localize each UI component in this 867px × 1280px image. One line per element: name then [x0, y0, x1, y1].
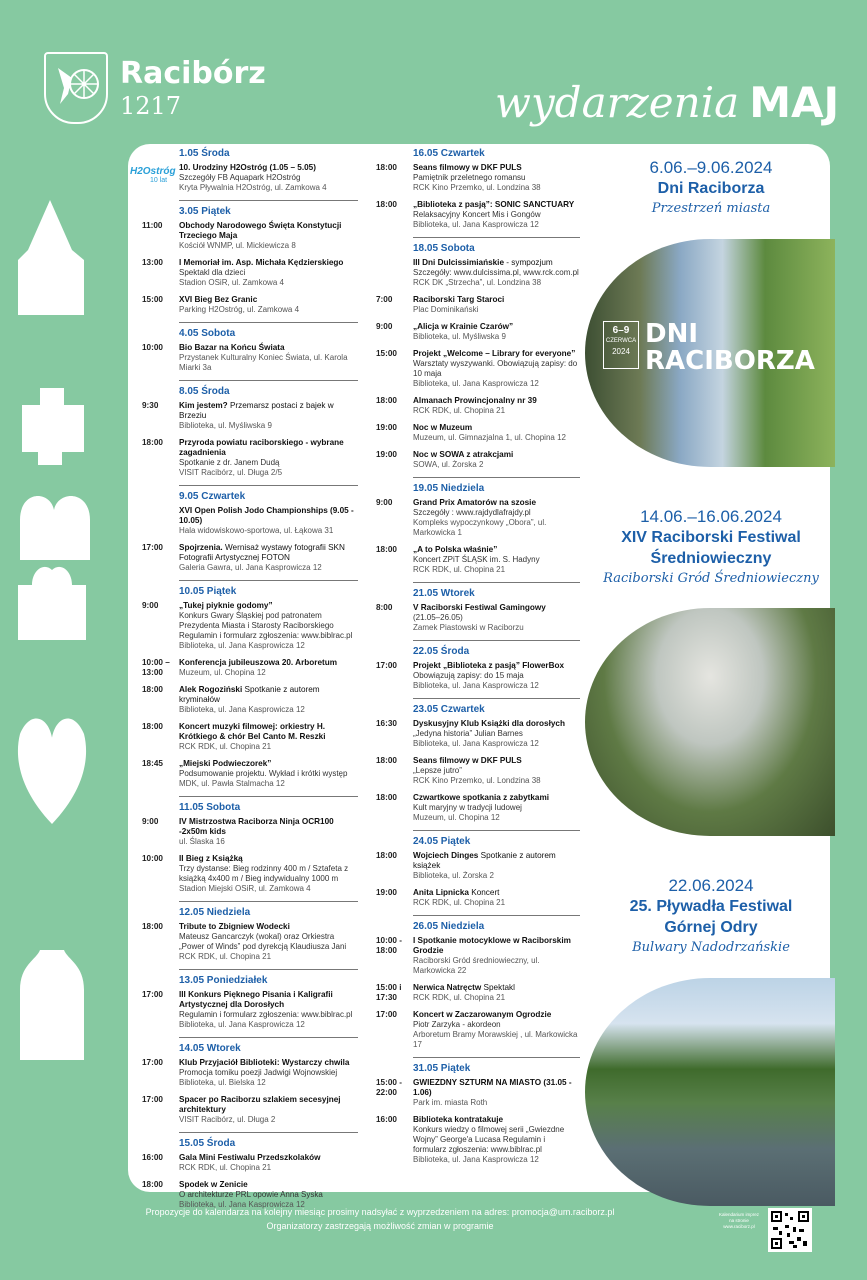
event-time: 15:00 — [376, 349, 397, 358]
wave-shape — [20, 496, 90, 560]
dates-badge: 6–9 CZERWCA 2024 — [603, 321, 639, 369]
event-place: RCK DK „Strzecha”, ul. Londzina 38 — [413, 278, 542, 287]
event-time: 15:00 — [142, 295, 163, 304]
feature-title: XIV Raciborski Festiwal Średniowieczny — [621, 529, 801, 567]
event-time: 10:00 — [142, 343, 163, 352]
event-item — [142, 1095, 358, 1125]
day-heading: 18.05 Sobota — [413, 243, 475, 254]
event-description: Piotr Zarzyka - akordeon — [413, 1020, 501, 1029]
event-place: Galeria Gawra, ul. Jana Kasprowicza 12 — [179, 563, 322, 572]
divider — [179, 1037, 358, 1038]
feature-subtitle: Raciborski Gród Średniowieczny — [603, 571, 819, 586]
event-item — [142, 258, 358, 288]
feature-subtitle: Przestrzeń miasta — [651, 201, 771, 216]
event-item — [376, 258, 580, 288]
event-place: RCK RDK, ul. Chopina 21 — [179, 1163, 272, 1172]
event-item — [142, 543, 358, 573]
feature-dates: 6.06.–9.06.2024 — [649, 158, 773, 177]
event-place: Hala widowiskowo-sportowa, ul. Łąkowa 31 — [179, 526, 334, 535]
day-heading: 15.05 Środa — [179, 1138, 236, 1149]
event-place: VISIT Racibórz, ul. Długa 2 — [179, 1115, 276, 1124]
event-title: V Raciborski Festiwal Gamingowy — [413, 603, 546, 612]
day-heading: 12.05 Niedziela — [179, 907, 251, 918]
event-description: Konkurs wiedzy o filmowej serii „Gwiezdne Wojny” George'a Lucasa Regulamin i formularz zgłoszenia: www.biblrac.pl — [413, 1125, 565, 1154]
divider — [179, 380, 358, 381]
event-title: Seans filmowy w DKF PULS — [413, 163, 522, 172]
event-title: Spodek w Zenicie — [179, 1180, 248, 1189]
divider — [179, 200, 358, 201]
event-title: „Biblioteka z pasją”: SONIC SANCTUARY — [413, 200, 575, 209]
event-time: 18:00 — [376, 200, 397, 209]
day-heading: 16.05 Czwartek — [413, 148, 485, 159]
event-place: Arboretum Bramy Morawskiej , ul. Markowicka 17 — [413, 1030, 578, 1049]
event-time: 18:00 — [376, 756, 397, 765]
event-place: Zamek Piastowski w Raciborzu — [413, 623, 524, 632]
event-item — [376, 851, 580, 881]
event-item — [376, 322, 580, 342]
event-title: Konferencja jubileuszowa 20. Arboretum — [179, 658, 338, 667]
event-item — [142, 601, 358, 651]
event-time: 10:00 – 13:00 — [142, 658, 170, 677]
event-place: Muzeum, ul. Chopina 12 — [413, 813, 500, 822]
event-title-extra: Koncert — [468, 888, 500, 897]
event-description: „Jedyna historia” Julian Barnes — [413, 729, 523, 738]
event-description: Koncert ZPiT ŚLĄSK im. S. Hadyny — [413, 555, 540, 564]
event-time: 9:00 — [376, 322, 393, 331]
event-title: Przyroda powiatu raciborskiego - wybrane zagadnienia — [179, 438, 344, 457]
event-title: Projekt „Biblioteka z pasją” FlowerBox — [413, 661, 565, 670]
event-title: Wojciech Dinges Spotkanie z autorem książek — [413, 851, 556, 870]
event-time: 9:00 — [376, 498, 393, 507]
event-item — [142, 506, 358, 536]
event-time: 9:30 — [142, 401, 159, 410]
event-title: Almanach Prowincjonalny nr 39 — [413, 396, 537, 405]
event-title: „A to Polska właśnie” — [413, 545, 498, 554]
event-time: 17:00 — [142, 1058, 163, 1067]
city-name: Racibórz — [120, 56, 266, 91]
event-place: RCK RDK, ul. Chopina 21 — [179, 742, 272, 751]
event-item — [142, 722, 358, 752]
event-description: (21.05–26.05) — [413, 613, 463, 622]
day-heading: 21.05 Wtorek — [413, 588, 475, 599]
event-title-extra: Spektakl — [481, 983, 515, 992]
event-title: Alek Rogoziński Spotkanie z autorem kryminałów — [179, 685, 320, 704]
event-item — [376, 1115, 580, 1165]
event-item — [142, 438, 358, 478]
event-title: Raciborski Targ Staroci — [413, 295, 505, 304]
event-title: „Tukej piyknie godomy” — [179, 601, 273, 610]
divider — [413, 915, 580, 916]
event-place: Biblioteka, ul. Myśliwska 9 — [413, 332, 506, 341]
decorative-shapes — [0, 190, 110, 1220]
event-description: O architekturze PRL opowie Anna Syska — [179, 1190, 323, 1199]
event-place: SOWA, ul. Żorska 2 — [413, 460, 484, 469]
event-time: 9:00 — [142, 817, 159, 826]
event-description: Mateusz Gancarczyk (wokal) oraz Orkiestra „Power of Winds” pod dyrekcją Klaudiusza Jani — [179, 932, 347, 951]
feature-festiwal-sredniowieczny — [586, 507, 836, 589]
event-title: Noc w Muzeum — [413, 423, 473, 432]
event-description: Obowiązują zapisy: do 15 maja — [413, 671, 524, 680]
event-time — [142, 506, 179, 536]
footer-contact: Propozycje do kalendarza na kolejny miesiąc prosimy nadsyłać z wyprzedzeniem na adres: promocja@um.raciborz.pl — [145, 1207, 615, 1217]
event-time: 16:00 — [376, 1115, 397, 1124]
event-title: Seans filmowy w DKF PULS — [413, 756, 522, 765]
event-item — [142, 221, 358, 251]
event-place: RCK Kino Przemko, ul. Londzina 38 — [413, 776, 541, 785]
event-time: 15:00 i 17:30 — [376, 983, 402, 1002]
event-title: Bio Bazar na Końcu Świata — [179, 343, 285, 352]
event-title-extra: Spotkanie z autorem książek — [413, 851, 556, 870]
event-description: Regulamin i formularz zgłoszenia: www.biblrac.pl — [179, 1010, 353, 1019]
event-place: RCK RDK, ul. Chopina 21 — [413, 565, 506, 574]
event-item — [376, 793, 580, 823]
day-heading: 8.05 Środa — [179, 386, 230, 397]
city-year: 1217 — [120, 92, 182, 120]
event-description: Pamiętnik przeletnego romansu — [413, 173, 526, 182]
event-time: 17:00 — [376, 661, 397, 670]
event-place: Raciborski Gród średniowieczny, ul. Markowicka 22 — [413, 956, 540, 975]
event-time: 10:00 - 18:00 — [376, 936, 402, 955]
qr-caption: Kalendarium imprez na stronie www.raciborz.pl — [718, 1212, 760, 1229]
divider — [179, 580, 358, 581]
event-description: Kult maryjny w tradycji ludowej — [413, 803, 522, 812]
tower-top-shape — [20, 950, 84, 1060]
event-place: Biblioteka, ul. Bielska 12 — [179, 1078, 266, 1087]
divider — [413, 698, 580, 699]
event-item — [142, 658, 358, 678]
event-title-extra: Przemarsz postaci z bajek w Brzeziu — [179, 401, 334, 420]
event-title: Koncert muzyki filmowej: orkiestry H. Krótkiego & chór Bel Canto M. Reszki — [179, 722, 326, 741]
divider — [179, 322, 358, 323]
day-heading: 3.05 Piątek — [179, 206, 231, 217]
events-column-left — [142, 148, 358, 1217]
event-description: Konkurs Gwary Śląskiej pod patronatem Prezydenta Miasta i Starosty Raciborskiego Regulamin i formularz zgłoszenia: www.biblrac.pl — [179, 611, 353, 640]
event-description: Relaksacyjny Koncert Mis i Gongów — [413, 210, 541, 219]
event-time: 18:00 — [376, 851, 397, 860]
arch-shape — [18, 567, 86, 640]
event-item — [376, 936, 580, 976]
event-title: I Memoriał im. Asp. Michała Kędzierskiego — [179, 258, 344, 267]
divider — [413, 1057, 580, 1058]
event-place: MDK, ul. Pawła Stalmacha 12 — [179, 779, 285, 788]
event-title: Anita Lipnicka Koncert — [413, 888, 500, 897]
divider — [413, 640, 580, 641]
city-crest-icon — [44, 52, 108, 124]
event-time: 7:00 — [376, 295, 393, 304]
photo-festiwal-sredniowieczny — [585, 608, 835, 836]
event-item — [376, 603, 580, 633]
event-title: Biblioteka kontratakuje — [413, 1115, 504, 1124]
event-item — [376, 295, 580, 315]
event-item — [142, 343, 358, 373]
event-time: 19:00 — [376, 450, 397, 459]
event-place: Park im. miasta Roth — [413, 1098, 488, 1107]
event-item — [376, 349, 580, 389]
event-place: ul. Ślaska 16 — [179, 837, 225, 846]
event-title: Grand Prix Amatorów na szosie — [413, 498, 536, 507]
event-place: Muzeum, ul. Gimnazjalna 1, ul. Chopina 12 — [413, 433, 566, 442]
feature-subtitle: Bulwary Nadodrzańskie — [632, 940, 790, 955]
footer-disclaimer: Organizatorzy zastrzegają możliwość zmian w programie — [266, 1221, 494, 1231]
tower-shape — [18, 200, 84, 315]
event-title: III Konkurs Pięknego Pisania i Kaligrafii Artystycznej dla Dorosłych — [179, 990, 333, 1009]
event-time: 18:00 — [142, 1180, 163, 1189]
event-time: 17:00 — [142, 543, 163, 552]
event-time: 18:00 — [376, 396, 397, 405]
event-place: RCK RDK, ul. Chopina 21 — [413, 898, 506, 907]
event-place: Stadion Miejski OSiR, ul. Zamkowa 4 — [179, 884, 311, 893]
event-item — [376, 200, 580, 230]
event-place: Biblioteka, ul. Jana Kasprowicza 12 — [179, 1020, 305, 1029]
event-title: Spojrzenia. Wernisaż wystawy fotografii SKN Fotografii Artystycznej FOTON — [179, 543, 345, 562]
feature-title: Dni Raciborza — [657, 180, 765, 197]
event-item — [376, 163, 580, 193]
event-time: 18:45 — [142, 759, 163, 768]
event-title: Obchody Narodowego Święta Konstytucji Trzeciego Maja — [179, 221, 342, 240]
event-item — [376, 1010, 580, 1050]
event-title-extra: Wernisaż wystawy fotografii SKN Fotografii Artystycznej FOTON — [179, 543, 345, 562]
event-title: GWIEZDNY SZTURM NA MIASTO (31.05 - 1.06) — [413, 1078, 572, 1097]
event-item — [376, 1078, 580, 1108]
event-time: 11:00 — [142, 221, 163, 230]
event-item — [142, 163, 358, 193]
event-time: 9:00 — [142, 601, 159, 610]
event-title: Spacer po Raciborzu szlakiem secesyjnej architektury — [179, 1095, 341, 1114]
event-place: Muzeum, ul. Chopina 12 — [179, 668, 266, 677]
event-title: XVI Open Polish Jodo Championships (9.05 - 10.05) — [179, 506, 354, 525]
photo-overlay-title: DNI RACIBORZA — [645, 319, 815, 376]
event-time: 16:00 — [142, 1153, 163, 1162]
divider — [179, 485, 358, 486]
event-place: VISIT Racibórz, ul. Długa 2/5 — [179, 468, 283, 477]
event-title: Tribute to Zbigniew Wodecki — [179, 922, 290, 931]
event-place: Biblioteka, ul. Jana Kasprowicza 12 — [413, 379, 539, 388]
event-place: Kompleks wypoczynkowy „Obora”, ul. Markowicka 1 — [413, 518, 547, 537]
event-place: Biblioteka, ul. Jana Kasprowicza 12 — [179, 705, 305, 714]
event-item — [142, 1153, 358, 1173]
event-time: 18:00 — [142, 922, 163, 931]
event-place: Plac Dominikański — [413, 305, 479, 314]
page-title: wydarzenia MAJ — [495, 78, 840, 127]
event-item — [376, 498, 580, 538]
photo-dni-raciborza — [585, 239, 835, 467]
cross-shape — [22, 388, 84, 465]
event-place: Biblioteka, ul. Jana Kasprowicza 12 — [179, 1200, 305, 1209]
event-time: 8:00 — [376, 603, 393, 612]
event-title: I Spotkanie motocyklowe w Raciborskim Grodzie — [413, 936, 571, 955]
event-time: 19:00 — [376, 888, 397, 897]
event-place: Przystanek Kulturalny Koniec Świata, ul. Karola Miarki 3a — [179, 353, 348, 372]
event-time: 17:00 — [142, 990, 163, 999]
event-item — [376, 983, 580, 1003]
event-item — [142, 401, 358, 431]
event-time: 18:00 — [142, 685, 163, 694]
event-time — [142, 163, 179, 193]
event-time: 18:00 — [142, 722, 163, 731]
event-description: Podsumowanie projektu. Wykład i krótki występ — [179, 769, 348, 778]
event-time: 17:00 — [142, 1095, 163, 1104]
divider — [413, 830, 580, 831]
event-title-extra: Spotkanie z autorem kryminałów — [179, 685, 320, 704]
events-column-right — [376, 148, 580, 1172]
event-title: Kim jestem? Przemarsz postaci z bajek w Brzeziu — [179, 401, 334, 420]
event-title: Czwartkowe spotkania z zabytkami — [413, 793, 550, 802]
event-description: Szczegóły FB Aquapark H2Ostróg — [179, 173, 301, 182]
event-description: Spektakl dla dzieci — [179, 268, 246, 277]
divider — [179, 1132, 358, 1133]
event-title: Dyskusyjny Klub Książki dla dorosłych — [413, 719, 565, 728]
footer-note — [0, 1205, 760, 1233]
divider — [413, 477, 580, 478]
event-place: Biblioteka, ul. Jana Kasprowicza 12 — [413, 220, 539, 229]
event-place: RCK RDK, ul. Chopina 21 — [179, 952, 272, 961]
day-heading: 10.05 Piątek — [179, 586, 237, 597]
event-time: 17:00 — [376, 1010, 397, 1019]
day-heading: 9.05 Czwartek — [179, 491, 246, 502]
event-time: 18:00 — [376, 545, 397, 554]
divider — [179, 796, 358, 797]
event-item — [142, 295, 358, 315]
feature-plywadla — [586, 876, 836, 958]
event-item — [142, 759, 358, 789]
event-item — [376, 661, 580, 691]
day-heading: 4.05 Sobota — [179, 328, 236, 339]
event-item — [376, 423, 580, 443]
event-time: 15:00 - 22:00 — [376, 1078, 402, 1097]
event-title: IV Mistrzostwa Raciborza Ninja OCR100 -2x50m kids — [179, 817, 334, 836]
event-title: III Dni Dulcissimiańskie - sympozjum — [413, 258, 553, 267]
event-title: Nerwica Natręctw Spektakl — [413, 983, 515, 992]
event-title: Projekt „Welcome – Library for everyone” — [413, 349, 576, 358]
day-heading: 23.05 Czwartek — [413, 704, 485, 715]
event-place: Biblioteka, ul. Żorska 2 — [413, 871, 494, 880]
event-title: „Miejski Podwieczorek” — [179, 759, 272, 768]
event-title: Gala Mini Festiwalu Przedszkolaków — [179, 1153, 321, 1162]
event-title: „Alicja w Krainie Czarów” — [413, 322, 514, 331]
event-place: Biblioteka, ul. Jana Kasprowicza 12 — [413, 681, 539, 690]
event-title: II Bieg z Książką — [179, 854, 243, 863]
event-title: Klub Przyjaciół Biblioteki: Wystarczy chwila — [179, 1058, 350, 1067]
event-title: Noc w SOWA z atrakcjami — [413, 450, 514, 459]
feature-title: 25. Pływadła Festiwal Górnej Odry — [629, 898, 793, 936]
h2ostrog-logo: H2Ostróg 10 lat — [130, 166, 176, 184]
event-place: Kościół WNMP, ul. Mickiewicza 8 — [179, 241, 296, 250]
event-item — [376, 756, 580, 786]
event-time: 18:00 — [376, 163, 397, 172]
divider — [413, 237, 580, 238]
event-place: Kryta Pływalnia H2Ostróg, ul. Zamkowa 4 — [179, 183, 327, 192]
event-item — [376, 450, 580, 470]
event-place: Biblioteka, ul. Myśliwska 9 — [179, 421, 272, 430]
day-heading: 14.05 Wtorek — [179, 1043, 241, 1054]
event-item — [142, 817, 358, 847]
event-place: Stadion OSiR, ul. Zamkowa 4 — [179, 278, 284, 287]
event-time — [376, 258, 413, 288]
events-card — [128, 144, 830, 1209]
day-heading: 31.05 Piątek — [413, 1063, 471, 1074]
event-description: Promocja tomiku poezji Jadwigi Wojnowskiej — [179, 1068, 338, 1077]
event-title-extra: - sympozjum — [504, 258, 553, 267]
event-item — [376, 888, 580, 908]
event-item — [376, 719, 580, 749]
day-heading: 1.05 Środa — [179, 148, 230, 159]
event-description: Szczegóły : www.rajdydlafrajdy.pl — [413, 508, 531, 517]
event-place: RCK RDK, ul. Chopina 21 — [413, 406, 506, 415]
event-time: 16:30 — [376, 719, 397, 728]
day-heading: 13.05 Poniedziałek — [179, 975, 268, 986]
event-place: Parking H2Ostróg, ul. Zamkowa 4 — [179, 305, 300, 314]
event-description: Trzy dystanse: Bieg rodzinny 400 m / Sztafeta z książką 4x400 m / Bieg indywidualny 1000 m — [179, 864, 349, 883]
event-item — [376, 396, 580, 416]
event-time: 18:00 — [142, 438, 163, 447]
divider — [179, 969, 358, 970]
event-description: Warsztaty wyszywanki. Obowiązują zapisy: do 10 maja — [413, 359, 578, 378]
qr-code-icon[interactable] — [768, 1208, 812, 1252]
event-place: Biblioteka, ul. Jana Kasprowicza 12 — [413, 739, 539, 748]
day-heading: 22.05 Środa — [413, 646, 470, 657]
day-heading: 26.05 Niedziela — [413, 921, 485, 932]
event-title: 10. Urodziny H2Ostróg (1.05 – 5.05) — [179, 163, 316, 172]
event-item — [376, 545, 580, 575]
feature-dates: 22.06.2024 — [668, 876, 754, 895]
day-heading: 24.05 Piątek — [413, 836, 471, 847]
event-description: „Lepsze jutro” — [413, 766, 462, 775]
event-item — [142, 685, 358, 715]
divider — [413, 582, 580, 583]
day-heading: 19.05 Niedziela — [413, 483, 485, 494]
event-place: RCK Kino Przemko, ul. Londzina 38 — [413, 183, 541, 192]
photo-plywadla — [585, 978, 835, 1206]
event-time: 19:00 — [376, 423, 397, 432]
feature-dates: 14.06.–16.06.2024 — [640, 507, 782, 526]
event-item — [142, 1058, 358, 1088]
event-place: Biblioteka, ul. Jana Kasprowicza 12 — [179, 641, 305, 650]
event-title: Koncert w Zaczarowanym Ogrodzie — [413, 1010, 552, 1019]
event-description: Szczegóły: www.dulcissima.pl, www.rck.com.pl — [413, 268, 579, 277]
event-time: 18:00 — [376, 793, 397, 802]
event-place: Biblioteka, ul. Jana Kasprowicza 12 — [413, 1155, 539, 1164]
divider — [179, 901, 358, 902]
event-time: 13:00 — [142, 258, 163, 267]
event-time: 10:00 — [142, 854, 163, 863]
event-title: XVI Bieg Bez Granic — [179, 295, 258, 304]
day-heading: 11.05 Sobota — [179, 802, 241, 813]
event-item — [142, 922, 358, 962]
heart-shape — [18, 719, 86, 824]
event-description: Spotkanie z dr. Janem Dudą — [179, 458, 280, 467]
event-item — [142, 990, 358, 1030]
event-place: RCK RDK, ul. Chopina 21 — [413, 993, 506, 1002]
feature-dni-raciborza — [586, 158, 836, 219]
event-item — [142, 854, 358, 894]
